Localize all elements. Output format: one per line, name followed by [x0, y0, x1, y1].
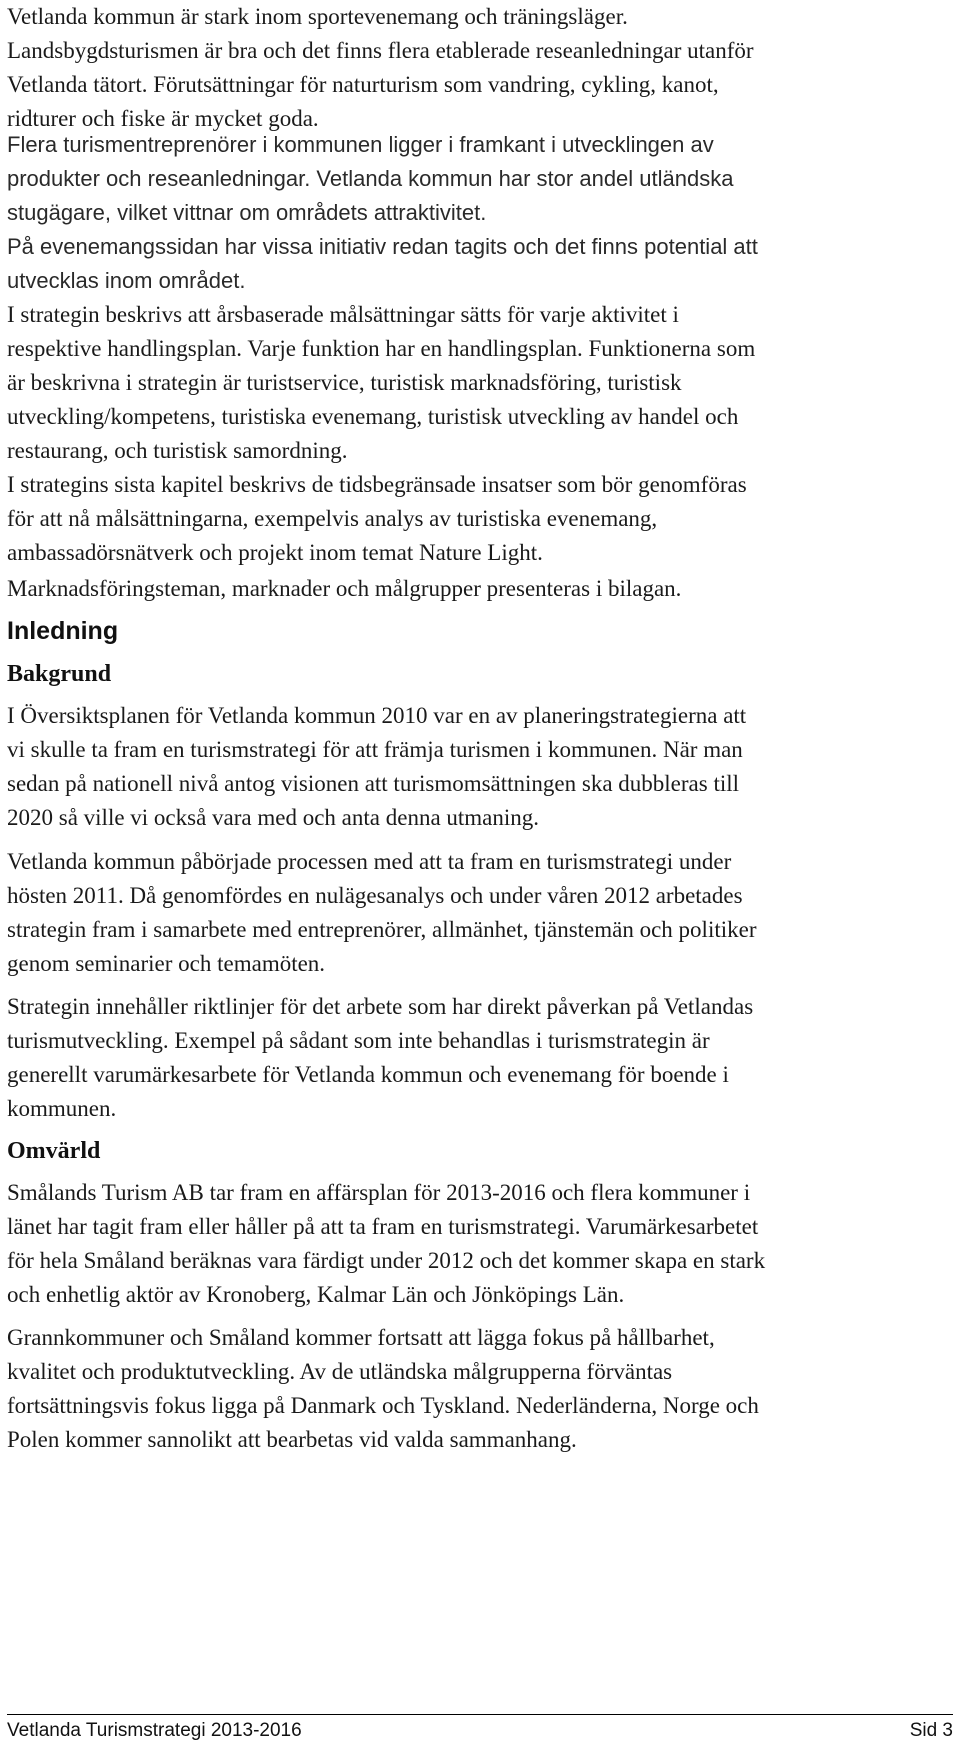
section-heading-inledning: Inledning [7, 617, 119, 645]
text-line: Grannkommuner och Småland kommer fortsatt att lägga fokus på hållbarhet, [7, 1325, 715, 1350]
footer-page-number: Sid 3 [909, 1720, 953, 1741]
text-line: turismutveckling. Exempel på sådant som inte behandlas i turismstrategin är [7, 1028, 710, 1053]
text-line: Vetlanda kommun påbörjade processen med att ta fram en turismstrategi under [7, 849, 732, 874]
text-line: stugägare, vilket vittnar om områdets attraktivitet. [7, 200, 487, 225]
text-line: I strategins sista kapitel beskrivs de tidsbegränsade insatser som bör genomföras [7, 472, 747, 497]
text-line: utvecklas inom området. [7, 268, 246, 293]
text-line: Flera turismentreprenörer i kommunen ligger i framkant i utvecklingen av [7, 132, 714, 157]
text-line: kommunen. [7, 1096, 117, 1121]
text-line: På evenemangssidan har vissa initiativ redan tagits och det finns potential att [7, 234, 758, 259]
omvarld-paragraph-2 [7, 1321, 759, 1457]
text-line: Vetlanda tätort. Förutsättningar för naturturism som vandring, cykling, kanot, [7, 72, 719, 97]
footer-document-title: Vetlanda Turismstrategi 2013-2016 [7, 1720, 302, 1741]
text-line: sedan på nationell nivå antog visionen att turismomsättningen ska dubbleras till [7, 771, 740, 796]
bakgrund-paragraph-1 [7, 699, 746, 835]
text-line: för hela Småland beräknas vara färdigt under 2012 och det kommer skapa en stark [7, 1248, 766, 1273]
text-line: Marknadsföringsteman, marknader och målgrupper presenteras i bilagan. [7, 576, 682, 601]
text-line: 2020 så ville vi också vara med och anta denna utmaning. [7, 805, 540, 830]
text-line: Landsbygdsturismen är bra och det finns flera etablerade reseanledningar utanför [7, 38, 754, 63]
text-line: hösten 2011. Då genomfördes en nulägesanalys och under våren 2012 arbetades [7, 883, 743, 908]
bakgrund-paragraph-2 [7, 845, 756, 981]
text-line: ridturer och fiske är mycket goda. [7, 106, 319, 131]
text-line: för att nå målsättningarna, exempelvis analys av turistiska evenemang, [7, 506, 658, 531]
text-line: I strategin beskrivs att årsbaserade målsättningar sätts för varje aktivitet i [7, 302, 679, 327]
page-footer [7, 1718, 953, 1744]
text-line: strategin fram i samarbete med entreprenörer, allmänhet, tjänstemän och politiker [7, 917, 757, 942]
text-line: Strategin innehåller riktlinjer för det arbete som har direkt påverkan på Vetlandas [7, 994, 754, 1019]
text-line: produkter och reseanledningar. Vetlanda kommun har stor andel utländska [7, 166, 734, 191]
text-line: ambassadörsnätverk och projekt inom temat Nature Light. [7, 540, 543, 565]
strategy-paragraph [7, 298, 755, 570]
subsection-heading-bakgrund: Bakgrund [7, 661, 112, 687]
text-line: länet har tagit fram eller håller på att ta fram en turismstrategi. Varumärkesarbetet [7, 1214, 759, 1239]
omvarld-paragraph-1 [7, 1176, 765, 1312]
text-line: fortsättningsvis fokus ligga på Danmark och Tyskland. Nederländerna, Norge och [7, 1393, 759, 1418]
intro-paragraph-sans [7, 128, 758, 298]
subsection-heading-omvarld: Omvärld [7, 1138, 101, 1164]
intro-paragraph-serif [7, 0, 754, 136]
strategy-appendix-note [7, 572, 681, 606]
bakgrund-paragraph-3 [7, 990, 753, 1126]
text-line: I Översiktsplanen för Vetlanda kommun 2010 var en av planeringstrategierna att [7, 703, 747, 728]
text-line: utveckling/kompetens, turistiska evenemang, turistisk utveckling av handel och [7, 404, 739, 429]
text-line: vi skulle ta fram en turismstrategi för att främja turismen i kommunen. När man [7, 737, 743, 762]
text-line: kvalitet och produktutveckling. Av de utländska målgrupperna förväntas [7, 1359, 673, 1384]
text-line: Polen kommer sannolikt att bearbetas vid valda sammanhang. [7, 1427, 577, 1452]
text-line: respektive handlingsplan. Varje funktion har en handlingsplan. Funktionerna som [7, 336, 756, 361]
text-line: generellt varumärkesarbete för Vetlanda kommun och evenemang för boende i [7, 1062, 729, 1087]
text-line: Smålands Turism AB tar fram en affärsplan för 2013-2016 och flera kommuner i [7, 1180, 751, 1205]
text-line: restaurang, och turistisk samordning. [7, 438, 348, 463]
footer-divider [7, 1714, 953, 1715]
text-line: genom seminarier och temamöten. [7, 951, 326, 976]
text-line: och enhetlig aktör av Kronoberg, Kalmar Län och Jönköpings Län. [7, 1282, 625, 1307]
text-line: är beskrivna i strategin är turistservice, turistisk marknadsföring, turistisk [7, 370, 682, 395]
text-line: Vetlanda kommun är stark inom sportevenemang och träningsläger. [7, 4, 628, 29]
